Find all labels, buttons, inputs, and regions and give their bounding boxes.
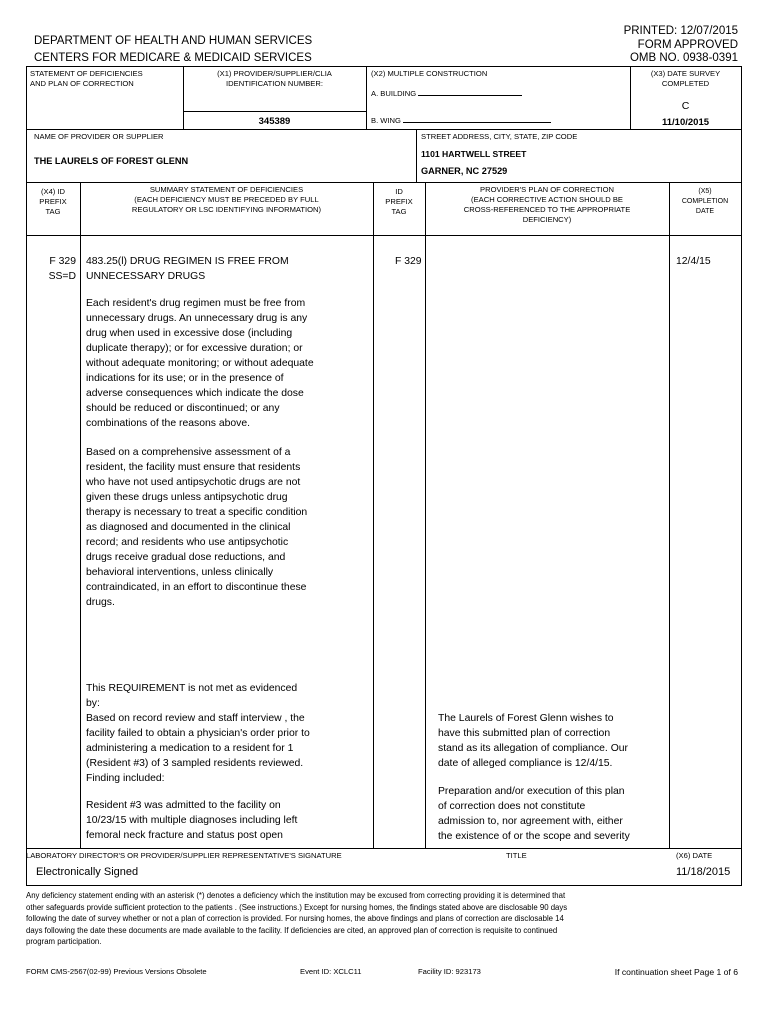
title-label: TITLE xyxy=(506,851,527,860)
wing-blank xyxy=(403,113,551,123)
signature-label: LABORATORY DIRECTOR'S OR PROVIDER/SUPPLIER REPRESENTATIVE'S SIGNATURE xyxy=(26,851,342,860)
table-top-border xyxy=(26,66,742,67)
plan-header: PROVIDER'S PLAN OF CORRECTION (EACH CORRECTIVE ACTION SHOULD BE CROSS-REFERENCED TO THE APPROPRIATE DEFICIENCY) xyxy=(463,185,631,224)
table-line xyxy=(26,885,742,886)
table-line xyxy=(26,848,742,849)
table-line xyxy=(366,66,367,129)
department-name: DEPARTMENT OF HEALTH AND HUMAN SERVICES xyxy=(34,35,313,47)
event-id: Event ID: XCLC11 xyxy=(300,967,362,976)
page-number: If continuation sheet Page 1 of 6 xyxy=(614,967,738,977)
x4-header: (X4) ID PREFIX TAG xyxy=(39,187,67,216)
building-blank xyxy=(418,86,522,96)
footer-disclaimer: Any deficiency statement ending with an asterisk (*) denotes a deficiency which the institution may be excused from correcting providing it is determined that other safeguards provide sufficient protection to the patients . (See instructions.) Except for nursing homes, the findings stated above are disclosable 90 days following the date of survey whether or not a plan of correction is provided. For nursing homes, the above findings and plans of correction are disclosable 14 days following the date these documents are made available to the facility. If deficiencies are cited, an approved plan of correction is requisite to continued program participation. xyxy=(26,891,568,947)
provider-name: THE LAURELS OF FOREST GLENN xyxy=(34,156,189,166)
summary-header: SUMMARY STATEMENT OF DEFICIENCIES (EACH DEFICIENCY MUST BE PRECEDED BY FULL REGULATORY OR LSC IDENTIFYING INFORMATION) xyxy=(131,185,322,214)
omb-number: OMB NO. 0938-0391 xyxy=(629,52,738,64)
table-right-border xyxy=(741,66,742,885)
street-address: 1101 HARTWELL STREET xyxy=(421,149,527,159)
regulation-title: 483.25(l) DRUG REGIMEN IS FREE FROM UNNECESSARY DRUGS xyxy=(86,256,289,282)
x1-label: (X1) PROVIDER/SUPPLIER/CLIA IDENTIFICATION NUMBER: xyxy=(217,69,332,88)
paragraph-resident: Resident #3 was admitted to the facility on 10/23/15 with multiple diagnoses including left femoral neck fracture and status post open xyxy=(86,800,298,841)
table-line xyxy=(26,182,742,183)
x3-label: (X3) DATE SURVEY COMPLETED xyxy=(650,69,721,88)
id-header: ID PREFIX TAG xyxy=(385,187,413,216)
completion-date: 12/4/15 xyxy=(676,256,711,267)
table-line xyxy=(183,111,366,112)
statement-label: STATEMENT OF DEFICIENCIES AND PLAN OF CORRECTION xyxy=(30,69,143,88)
signature-date: 11/18/2015 xyxy=(676,866,731,878)
agency-name: CENTERS FOR MEDICARE & MEDICAID SERVICES xyxy=(34,52,312,64)
x5-header: (X5) COMPLETION DATE xyxy=(681,188,729,215)
table-line xyxy=(416,129,417,182)
paragraph-findings: This REQUIREMENT is not met as evidenced by: Based on record review and staff interview , the facility failed to obtain a physician's order prior to administering a medication to a resident for 1 (Resident #3) of 3 sampled residents reviewed. Finding included: xyxy=(86,683,310,784)
tag-right: F 329 xyxy=(395,256,422,267)
city-state-zip: GARNER, NC 27529 xyxy=(421,166,508,176)
table-line xyxy=(26,129,742,130)
survey-date: 11/10/2015 xyxy=(661,117,710,128)
table-line xyxy=(425,182,426,848)
table-line xyxy=(669,182,670,848)
paragraph-assessment: Based on a comprehensive assessment of a resident, the facility must ensure that residents who have not used antipsychotic drugs are not given these drugs unless antipsychotic drug therapy is necessary to treat a specific condition as diagnosed and documented in the clinical record; and residents who use antipsychotic drugs receive gradual dose reductions, and behavioral interventions, unless clinically contraindicated, in an effort to discontinue these drugs. xyxy=(86,447,308,608)
signature-value: Electronically Signed xyxy=(36,866,139,878)
wing-field: B. WING xyxy=(371,113,551,126)
x2-label: (X2) MULTIPLE CONSTRUCTION xyxy=(371,69,488,78)
table-line xyxy=(80,182,81,848)
provider-name-label: NAME OF PROVIDER OR SUPPLIER xyxy=(34,132,164,141)
facility-id: Facility ID: 923173 xyxy=(418,967,481,976)
form-number: FORM CMS-2567(02-99) Previous Versions Obsolete xyxy=(26,967,207,976)
form-approved: FORM APPROVED xyxy=(637,39,738,51)
date-label: (X6) DATE xyxy=(676,851,713,860)
address-label: STREET ADDRESS, CITY, STATE, ZIP CODE xyxy=(421,132,578,141)
table-line xyxy=(26,235,742,236)
survey-code: C xyxy=(681,100,690,112)
scope-severity: SS=D xyxy=(48,271,76,282)
tag-left: F 329 xyxy=(49,256,76,267)
table-line xyxy=(373,182,374,848)
provider-id: 345389 xyxy=(258,116,291,127)
plan-compliance: The Laurels of Forest Glenn wishes to have this submitted plan of correction stand as its allegation of compliance. Our date of alleged compliance is 12/4/15. xyxy=(438,713,629,769)
paragraph-requirement: Each resident's drug regimen must be free from unnecessary drugs. An unnecessary drug is any drug when used in excessive dose (including duplicate therapy); or for excessive duration; or without adequate monitoring; or without adequate indications for its use; or in the presence of adverse consequences which indicate the dose should be reduced or discontinued; or any combinations of the reasons above. xyxy=(86,298,314,429)
building-field: A. BUILDING xyxy=(371,86,522,99)
printed-date: PRINTED: 12/07/2015 xyxy=(623,25,738,37)
plan-disclaimer: Preparation and/or execution of this plan of correction does not constitute admission to, nor agreement with, either the existence of or the scope and severity xyxy=(438,786,630,842)
